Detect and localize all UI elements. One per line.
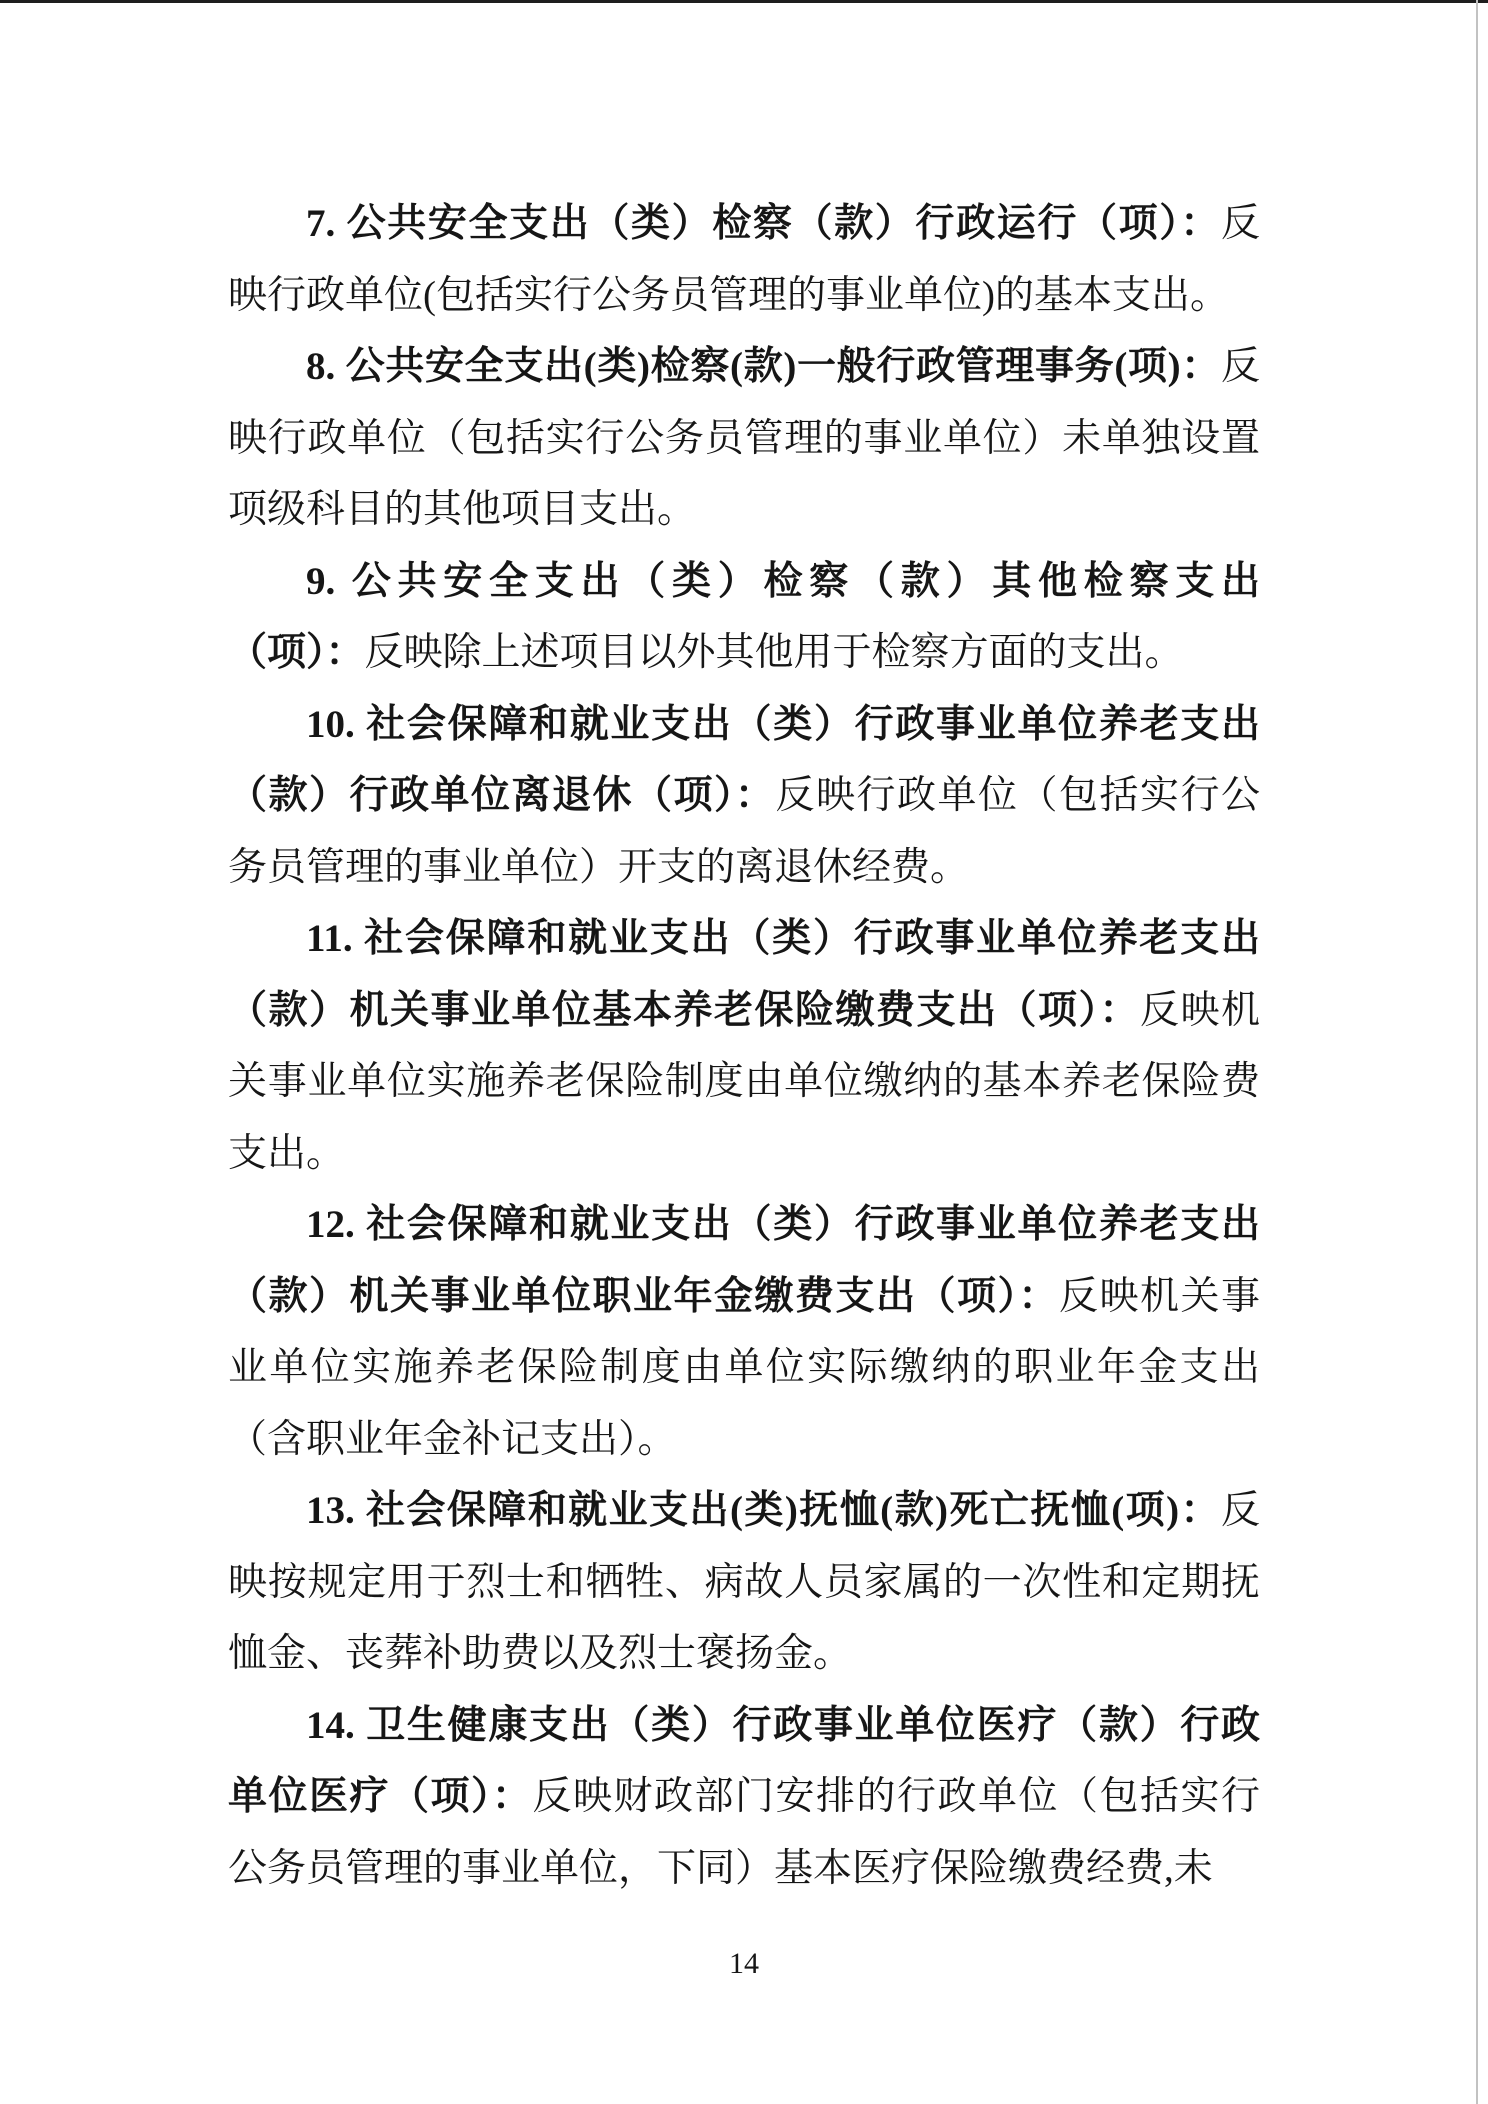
budget-item-paragraph-7 [228,188,1260,331]
item-heading: 14. 卫生健康支出（类）行政事业单位医疗（款）行政单位医疗（项）： [228,1703,1260,1818]
budget-item-paragraph-8 [228,331,1260,546]
budget-item-paragraph-13 [228,1475,1260,1690]
budget-item-paragraph-11 [228,903,1260,1189]
item-body: 反映机关事业单位实施养老保险制度由单位缴纳的基本养老保险费支出。 [228,988,1260,1175]
item-heading: 9. 公共安全支出（类）检察（款）其他检察支出（项）： [228,559,1260,674]
budget-item-paragraph-9 [228,546,1260,689]
budget-item-paragraph-14 [228,1690,1260,1905]
budget-item-paragraph-12 [228,1189,1260,1475]
item-body: 反映行政单位（包括实行公务员管理的事业单位）未单独设置项级科目的其他项目支出。 [228,345,1260,531]
item-heading: 10. 社会保障和就业支出（类）行政事业单位养老支出（款）行政单位离退休（项）： [228,702,1260,817]
item-heading: 13. 社会保障和就业支出(类)抚恤(款)死亡抚恤(项)： [306,1489,1221,1532]
page-right-edge-line [1476,0,1478,2104]
item-heading: 12. 社会保障和就业支出（类）行政事业单位养老支出（款）机关事业单位职业年金缴费支出（项）： [228,1203,1260,1318]
item-body: 反映行政单位(包括实行公务员管理的事业单位)的基本支出。 [228,202,1260,317]
item-body: 反映按规定用于烈士和牺牲、病故人员家属的一次性和定期抚恤金、丧葬补助费以及烈士褒扬金。 [228,1489,1260,1675]
page-top-edge-line [0,0,1488,3]
item-body: 反映机关事业单位实施养老保险制度由单位实际缴纳的职业年金支出（含职业年金补记支出）。 [228,1274,1260,1461]
item-body: 反映行政单位（包括实行公务员管理的事业单位）开支的离退休经费。 [228,774,1260,889]
item-heading: 7. 公共安全支出（类）检察（款）行政运行（项）： [306,202,1221,245]
item-heading: 11. 社会保障和就业支出（类）行政事业单位养老支出（款）机关事业单位基本养老保险缴费支出（项）： [228,917,1260,1032]
page-number: 14 [729,1947,759,1980]
budget-item-paragraph-10 [228,689,1260,904]
item-body: 反映除上述项目以外其他用于检察方面的支出。 [364,631,1184,674]
item-body: 反映财政部门安排的行政单位（包括实行公务员管理的事业单位，下同）基本医疗保险缴费经费,未 [228,1775,1260,1890]
item-heading: 8. 公共安全支出(类)检察(款)一般行政管理事务(项)： [306,345,1221,388]
document-body [228,188,1260,1904]
